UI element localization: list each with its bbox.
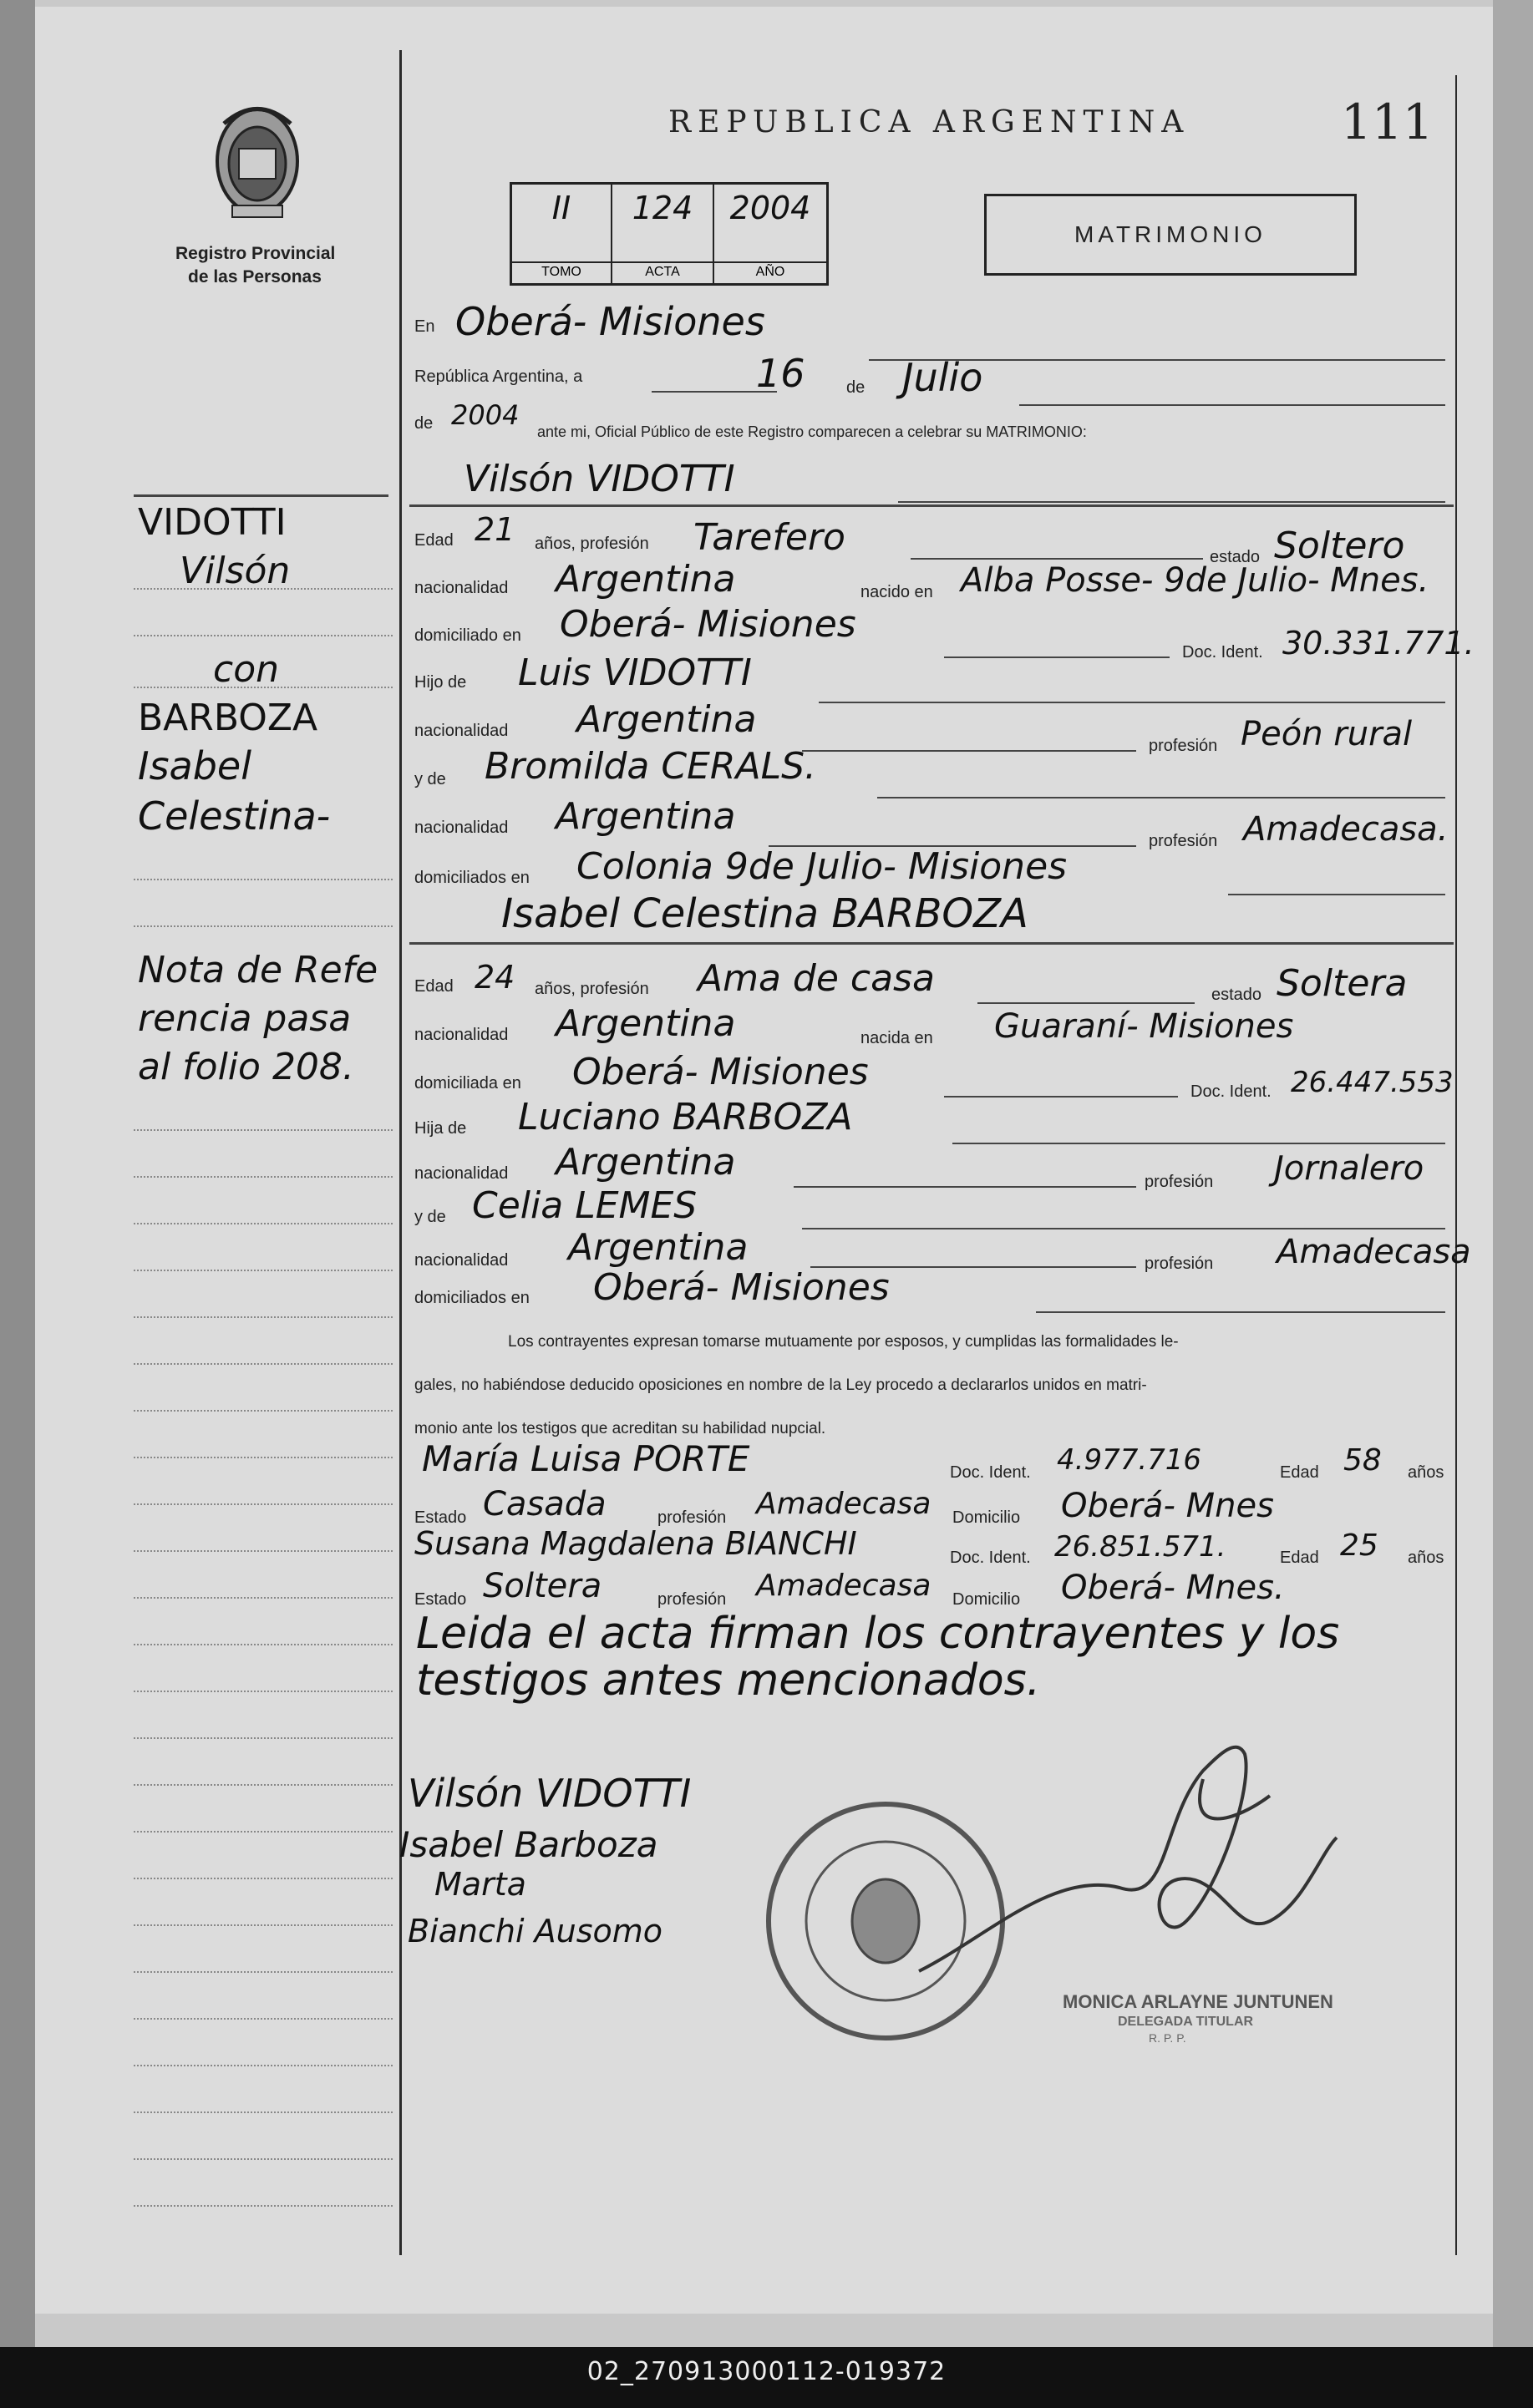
bride-doc-value: 26.447.553 [1291,1066,1454,1099]
witness2-edad-value: 25 [1340,1528,1378,1563]
bride-doc-label: Doc. Ident. [1190,1082,1272,1101]
groom-yde-label: y de [414,770,446,788]
margin-divider-line [399,50,402,2255]
margin-dotted-rule [134,1316,393,1319]
margin-dotted-rule [134,879,393,881]
rule [944,656,1170,658]
book-spine [0,0,35,2347]
witness2-dom-value: Oberá- Mnes. [1061,1569,1285,1607]
groom-name: Vilsón VIDOTTI [464,458,735,500]
margin-dotted-rule [134,1176,393,1179]
witness1-dom-label: Domicilio [952,1508,1021,1527]
official-title-stamp: DELEGADA TITULAR [1118,2015,1254,2029]
margin-dotted-rule [134,925,393,928]
margin-dotted-rule [134,1971,393,1974]
groom-domicilio-label: domiciliado en [414,626,521,645]
official-name-stamp: MONICA ARLAYNE JUNTUNEN [1063,1991,1333,2012]
legal-paragraph-line2: gales, no habiéndose deducido oposiciones en nombre de la Ley procedo a declararlos unidos en matri- [414,1376,1147,1394]
margin-dotted-rule [134,1223,393,1225]
margin-dotted-rule [134,2158,393,2161]
rule [794,1186,1136,1188]
witness1-edad-value: 58 [1343,1443,1382,1478]
groom-mother-prof-value: Amadecasa. [1243,810,1449,849]
bride-profesion-value: Ama de casa [698,957,935,1000]
year-value: 2004 [451,399,520,431]
bride-nacionalidad-label: nacionalidad [414,1026,509,1044]
groom-father-prof-value: Peón rural [1241,715,1413,753]
witness1-dom-value: Oberá- Mnes [1061,1487,1274,1525]
official-signature [886,1721,1353,2005]
witness1-name: María Luisa PORTE [422,1438,750,1479]
month-value: Julio [902,355,983,400]
groom-mother-nac-value: Argentina [556,795,736,838]
witness2-doc-label: Doc. Ident. [950,1549,1031,1567]
margin-dotted-rule [134,635,393,637]
coat-of-arms-logo [207,99,307,224]
margin-dotted-rule [134,1924,393,1927]
margin-note-line1: Nota de Refe [138,949,378,991]
folio-number: 111 [1341,94,1434,150]
witness2-anos-label: años [1408,1549,1444,1567]
groom-domicilio-value: Oberá- Misiones [560,603,856,646]
groom-estado-label: estado [1210,548,1261,566]
margin-note-line3: al folio 208. [138,1046,354,1088]
witness1-edad-label: Edad [1280,1463,1319,1482]
bride-mother-nac-label: nacionalidad [414,1251,509,1270]
bride-nacionalidad-value: Argentina [556,1002,736,1045]
margin-dotted-rule [134,1550,393,1553]
witness1-anos-label: años [1408,1463,1444,1482]
bride-mother-prof-value: Amadecasa [1277,1233,1471,1271]
rule [898,501,1445,503]
margin-dotted-rule [134,1878,393,1880]
bride-father-prof-label: profesión [1145,1173,1214,1191]
margin-firstname: Vilsón [180,550,291,592]
rule [1036,1311,1445,1313]
margin-dotted-rule [134,1363,393,1366]
margin-bride-second: Celestina- [138,793,331,839]
acta-value: 124 [632,190,693,226]
groom-mother-nac-label: nacionalidad [414,819,509,837]
margin-bride-surname: BARBOZA [138,697,318,739]
groom-parents-dom-value: Colonia 9de Julio- Misiones [576,845,1068,888]
witness2-doc-value: 26.851.571. [1054,1530,1226,1564]
tomo-cell [512,185,612,283]
bride-father-value: Luciano BARBOZA [518,1096,853,1138]
bride-yde-label: y de [414,1208,446,1226]
margin-dotted-rule [134,2111,393,2114]
bride-estado-label: estado [1211,986,1262,1004]
groom-father-nac-label: nacionalidad [414,722,509,740]
signature-witness1: Marta [434,1866,526,1903]
margin-note-line2: rencia pasa [138,997,352,1040]
witness2-name: Susana Magdalena BIANCHI [414,1525,857,1562]
republica-label: República Argentina, a [414,368,583,386]
bride-parents-dom-value: Oberá- Misiones [593,1266,890,1309]
legal-paragraph-line1: Los contrayentes expresan tomarse mutuamente por esposos, y cumplidas las formalidades le- [508,1333,1179,1351]
ano-label: AÑO [714,261,826,280]
bride-parents-dom-label: domiciliados en [414,1289,530,1307]
section-divider [409,504,1454,507]
margin-dotted-rule [134,1784,393,1787]
bride-domicilio-value: Oberá- Misiones [572,1051,869,1093]
margin-dotted-rule [134,1737,393,1740]
bride-mother-value: Celia LEMES [472,1184,698,1227]
bride-anos-profesion-label: años, profesión [535,980,649,998]
witness1-estado-label: Estado [414,1508,467,1527]
de-label: de [846,378,865,397]
margin-dotted-rule [134,1503,393,1506]
witness2-edad-label: Edad [1280,1549,1319,1567]
groom-edad-value: 21 [475,511,515,548]
groom-doc-label: Doc. Ident. [1182,643,1263,662]
margin-dotted-rule [134,1597,393,1599]
bride-name: Isabel Celestina BARBOZA [501,890,1028,937]
tomo-label: TOMO [512,261,611,280]
witness1-prof-label: profesión [657,1508,727,1527]
groom-parents-dom-label: domiciliados en [414,869,530,887]
groom-mother-prof-label: profesión [1149,832,1218,850]
ante-text: ante mi, Oficial Público de este Registro comparecen a celebrar su MATRIMONIO: [537,423,1087,440]
registry-name-line2: de las Personas [188,267,322,286]
rule [1019,404,1445,406]
bride-father-prof-value: Jornalero [1274,1149,1424,1188]
groom-nacionalidad-value: Argentina [556,558,736,601]
groom-nacido-label: nacido en [860,583,933,601]
rule [977,1002,1195,1004]
rule [819,702,1445,703]
margin-dotted-rule [134,1410,393,1412]
en-label: En [414,317,435,336]
bride-nacida-value: Guaraní- Misiones [994,1007,1294,1046]
witness1-estado-value: Casada [483,1485,607,1523]
margin-dotted-rule [134,1691,393,1693]
witness2-estado-value: Soltera [483,1567,602,1605]
country-heading: REPUBLICA ARGENTINA [668,105,1190,139]
witness1-doc-value: 4.977.716 [1057,1443,1202,1477]
margin-dotted-rule [134,2065,393,2067]
acta-label: ACTA [612,261,713,280]
day-value: 16 [756,351,805,396]
groom-nacionalidad-label: nacionalidad [414,579,509,597]
rule [944,1096,1178,1098]
margin-dotted-rule [134,2018,393,2020]
rule [1228,894,1445,895]
margin-dotted-rule [134,1644,393,1646]
witness2-dom-label: Domicilio [952,1590,1021,1609]
bride-hija-label: Hija de [414,1119,467,1138]
margin-dotted-rule [134,1129,393,1132]
groom-doc-value: 30.331.771. [1282,625,1475,662]
bride-nacida-label: nacida en [860,1029,933,1047]
bride-domicilio-label: domiciliada en [414,1074,521,1092]
closing-line2: testigos antes mencionados. [416,1655,1041,1706]
section-divider [409,942,1454,945]
margin-dotted-rule [134,2205,393,2208]
record-type-box [984,194,1357,276]
bride-father-nac-label: nacionalidad [414,1164,509,1183]
signature-groom: Vilsón VIDOTTI [408,1771,692,1816]
bride-father-nac-value: Argentina [556,1141,736,1184]
groom-nacido-value: Alba Posse- 9de Julio- Mnes. [961,561,1429,600]
margin-dotted-rule [134,1831,393,1833]
groom-father-nac-value: Argentina [576,698,757,741]
witness2-estado-label: Estado [414,1590,467,1609]
groom-profesion-value: Tarefero [693,516,845,559]
groom-estado-value: Soltero [1274,525,1405,567]
groom-father-prof-label: profesión [1149,737,1218,755]
groom-father-value: Luis VIDOTTI [518,651,752,694]
witness1-doc-label: Doc. Ident. [950,1463,1031,1482]
margin-dotted-rule [134,1457,393,1459]
ano-cell [714,185,826,283]
margin-bride-first: Isabel [138,743,252,788]
rule [877,797,1445,798]
de2-label: de [414,414,434,433]
signature-bride: Isabel Barboza [399,1824,658,1865]
rule [802,750,1136,752]
witness1-prof-value: Amadecasa [756,1487,931,1521]
rule [952,1143,1445,1144]
bride-mother-prof-label: profesión [1145,1255,1214,1273]
closing-line1: Leida el acta firman los contrayentes y los [416,1609,1340,1659]
groom-anos-profesion-label: años, profesión [535,535,649,553]
witness2-prof-label: profesión [657,1590,727,1609]
scan-id-label: 02_270913000112-019372 [586,2357,947,2386]
margin-surname: VIDOTTI [138,501,287,544]
groom-hijo-label: Hijo de [414,673,467,692]
margin-dotted-rule [134,588,393,591]
bride-estado-value: Soltera [1277,962,1408,1005]
place-value: Oberá- Misiones [455,299,765,344]
rule [802,1228,1445,1229]
right-frame-line [1455,75,1457,2255]
bride-mother-nac-value: Argentina [568,1226,749,1269]
witness2-prof-value: Amadecasa [756,1569,931,1603]
registry-name-line1: Registro Provincial [175,244,336,263]
rule [911,558,1203,560]
record-type-label: MATRIMONIO [1074,221,1267,247]
groom-edad-label: Edad [414,531,454,550]
margin-con: con [213,648,279,691]
groom-mother-value: Bromilda CERALS. [485,745,817,788]
tomo-acta-ano-box [510,182,829,286]
legal-paragraph-line3: monio ante los testigos que acreditan su habilidad nupcial. [414,1420,826,1437]
bride-edad-label: Edad [414,977,454,996]
tomo-value: II [551,190,571,226]
official-sub-stamp: R. P. P. [1149,2031,1186,2045]
margin-dotted-rule [134,687,393,689]
bride-edad-value: 24 [475,959,515,996]
ano-value: 2004 [729,190,811,226]
margin-dotted-rule [134,1270,393,1272]
acta-cell [612,185,714,283]
margin-top-rule [134,494,388,497]
signature-witness2: Bianchi Ausomo [408,1913,663,1949]
page-edge [1493,0,1533,2347]
